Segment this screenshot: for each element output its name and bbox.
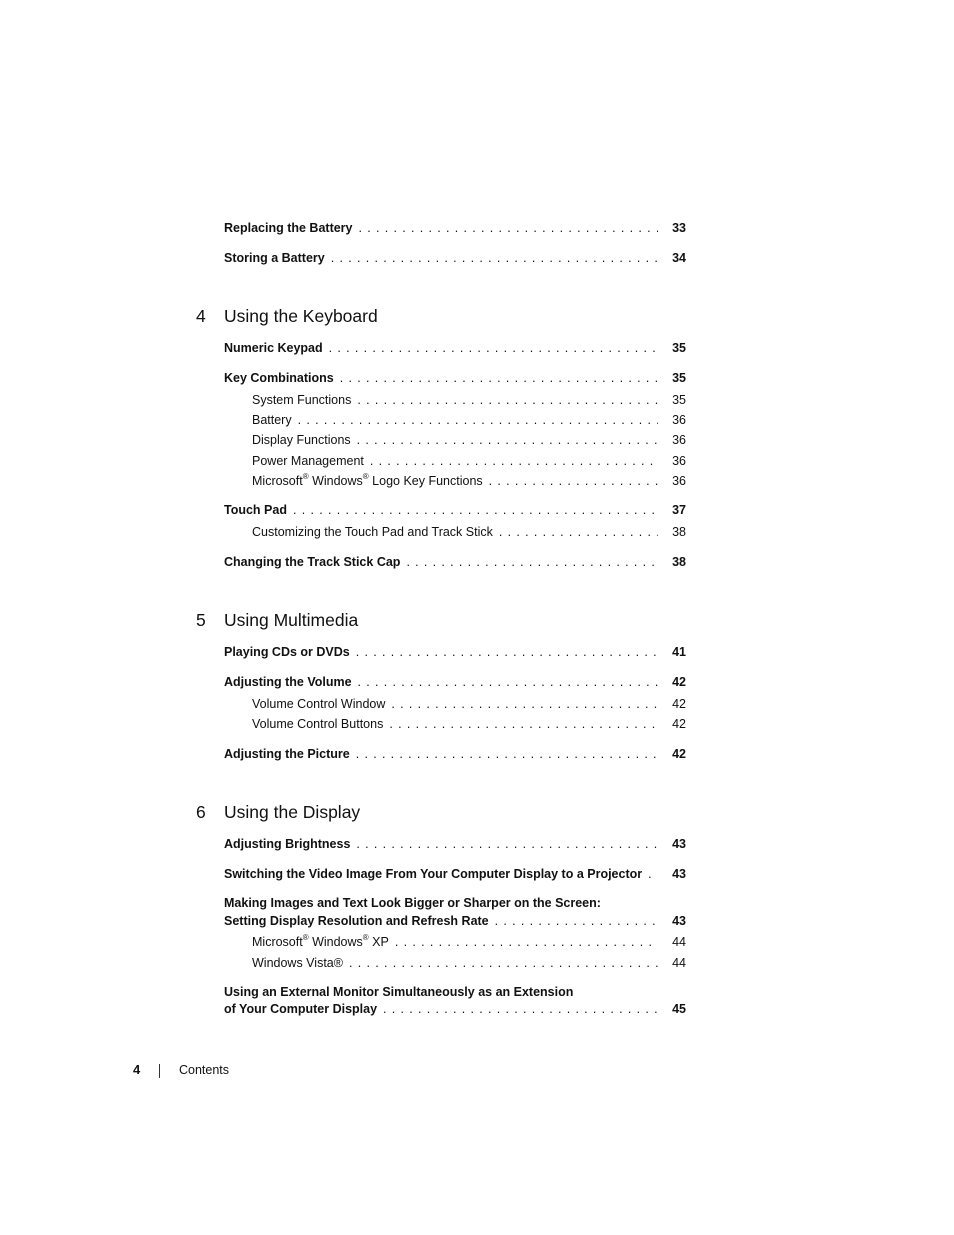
toc-page-number: 42 [672,747,686,761]
toc-page-number: 45 [672,1002,686,1016]
toc-entry-switching-video[interactable] [224,867,686,882]
chapter-number: 4 [196,306,206,326]
footer-section-label: Contents [179,1063,230,1077]
toc-entry-external-monitor-line1[interactable]: Using an External Monitor Simultaneously as an Extension [224,985,574,999]
toc-entry-touch-pad[interactable] [224,503,686,518]
leader-dots [358,675,658,690]
chapter-title: Using Multimedia [224,610,359,630]
leader-dots [648,867,658,882]
toc-entry-title: Windows Vista® [252,956,343,970]
toc-entry-title: Power Management [252,454,364,468]
toc-entry-making-images-line1[interactable]: Making Images and Text Look Bigger or Sharper on the Screen: [224,896,601,910]
toc-entry-display-functions[interactable] [252,433,686,448]
toc-page-number: 34 [672,251,686,265]
chapter-number: 6 [196,802,206,822]
toc-entry-title: Volume Control Buttons [252,717,384,731]
toc-entry-title: Touch Pad [224,503,287,517]
leader-dots [359,221,658,236]
toc-page-number: 37 [672,503,686,517]
toc-entry-title: Adjusting Brightness [224,837,351,851]
chapter-heading-5[interactable] [196,610,358,630]
toc-entry-external-monitor[interactable] [224,1002,686,1017]
leader-dots [340,371,658,386]
toc-entry-changing-track-stick[interactable] [224,555,686,570]
leader-dots [391,697,658,712]
toc-page-number: 36 [672,454,686,468]
leader-dots [349,956,658,971]
toc-entry-display-resolution[interactable] [224,914,686,929]
leader-dots [489,474,658,489]
leader-dots [370,454,658,469]
toc-entry-replacing-battery[interactable] [224,221,686,236]
leader-dots [383,1002,658,1017]
toc-entry-numeric-keypad[interactable] [224,341,686,356]
toc-page-number: 36 [672,474,686,488]
footer-divider [159,1064,160,1078]
text-microsoft: Microsoft [252,474,303,488]
text-microsoft: Microsoft [252,935,303,949]
toc-entry-title: Adjusting the Volume [224,675,352,689]
leader-dots [495,914,658,929]
toc-entry-title [252,471,483,489]
toc-page-number: 41 [672,645,686,659]
toc-page-number: 36 [672,433,686,447]
toc-page-number: 42 [672,717,686,731]
toc-page-number: 42 [672,697,686,711]
leader-dots [357,433,658,448]
chapter-heading-4[interactable] [196,306,378,326]
toc-page-number: 38 [672,525,686,539]
toc-entry-adjusting-picture[interactable] [224,747,686,762]
toc-page-number: 35 [672,371,686,385]
toc-page-number: 33 [672,221,686,235]
toc-entry-title: Key Combinations [224,371,334,385]
toc-page-number: 35 [672,393,686,407]
leader-dots [293,503,658,518]
toc-entry-title: Setting Display Resolution and Refresh Rate [224,914,489,928]
toc-entry-title: Adjusting the Picture [224,747,350,761]
registered-mark: ® [362,471,369,481]
toc-entry-title: Numeric Keypad [224,341,323,355]
leader-dots [356,747,658,762]
toc-entry-title: Replacing the Battery [224,221,353,235]
toc-entry-title: Volume Control Window [252,697,386,711]
toc-entry-adjusting-volume[interactable] [224,675,686,690]
toc-page-number: 35 [672,341,686,355]
toc-entry-windows-logo-key[interactable] [252,471,686,489]
toc-page-number: 43 [672,914,686,928]
toc-page-number: 38 [672,555,686,569]
toc-entry-title: of Your Computer Display [224,1002,378,1016]
toc-entry-system-functions[interactable] [252,393,686,408]
toc-entry-title: Playing CDs or DVDs [224,645,350,659]
leader-dots [395,935,658,950]
toc-entry-title: Storing a Battery [224,251,325,265]
registered-mark: ® [362,932,369,942]
toc-page-number: 43 [672,867,686,881]
registered-mark: ® [302,932,309,942]
toc-entry-title [252,932,389,950]
chapter-number: 5 [196,610,206,630]
toc-entry-volume-window[interactable] [252,697,686,712]
leader-dots [331,251,658,266]
leader-dots [356,837,658,852]
toc-entry-windows-vista[interactable] [252,956,686,971]
toc-page-number: 43 [672,837,686,851]
toc-entry-title: System Functions [252,393,352,407]
toc-entry-storing-battery[interactable] [224,251,686,266]
toc-entry-title: Switching the Video Image From Your Computer Display to a Projector [224,867,643,881]
toc-entry-battery[interactable] [252,413,686,428]
leader-dots [298,413,658,428]
toc-entry-volume-buttons[interactable] [252,717,686,732]
chapter-title: Using the Display [224,802,361,822]
toc-entry-windows-xp[interactable] [252,932,686,950]
text-windows: Windows [308,474,363,488]
leader-dots [389,717,658,732]
text-logo-key-functions: Logo Key Functions [368,474,483,488]
chapter-heading-6[interactable] [196,802,360,822]
chapter-title: Using the Keyboard [224,306,378,326]
text-windows: Windows [308,935,363,949]
leader-dots [499,525,658,540]
toc-entry-title: Battery [252,413,292,427]
leader-dots [406,555,658,570]
toc-entry-title: Changing the Track Stick Cap [224,555,401,569]
leader-dots [356,645,658,660]
footer-page-number: 4 [133,1062,141,1077]
toc-entry-adjusting-brightness[interactable] [224,837,686,852]
toc-page-number: 44 [672,956,686,970]
toc-entry-playing-cds[interactable] [224,645,686,660]
toc-page-number: 42 [672,675,686,689]
toc-entry-title: Customizing the Touch Pad and Track Stick [252,525,493,539]
toc-page-number: 36 [672,413,686,427]
toc-entry-key-combinations[interactable] [224,371,686,386]
toc-entry-title: Display Functions [252,433,351,447]
text-xp: XP [368,935,389,949]
toc-page-number: 44 [672,935,686,949]
leader-dots [357,393,658,408]
toc-entry-power-management[interactable] [252,454,686,469]
registered-mark: ® [302,471,309,481]
toc-entry-customizing-touch-pad[interactable] [252,525,686,540]
leader-dots [329,341,658,356]
